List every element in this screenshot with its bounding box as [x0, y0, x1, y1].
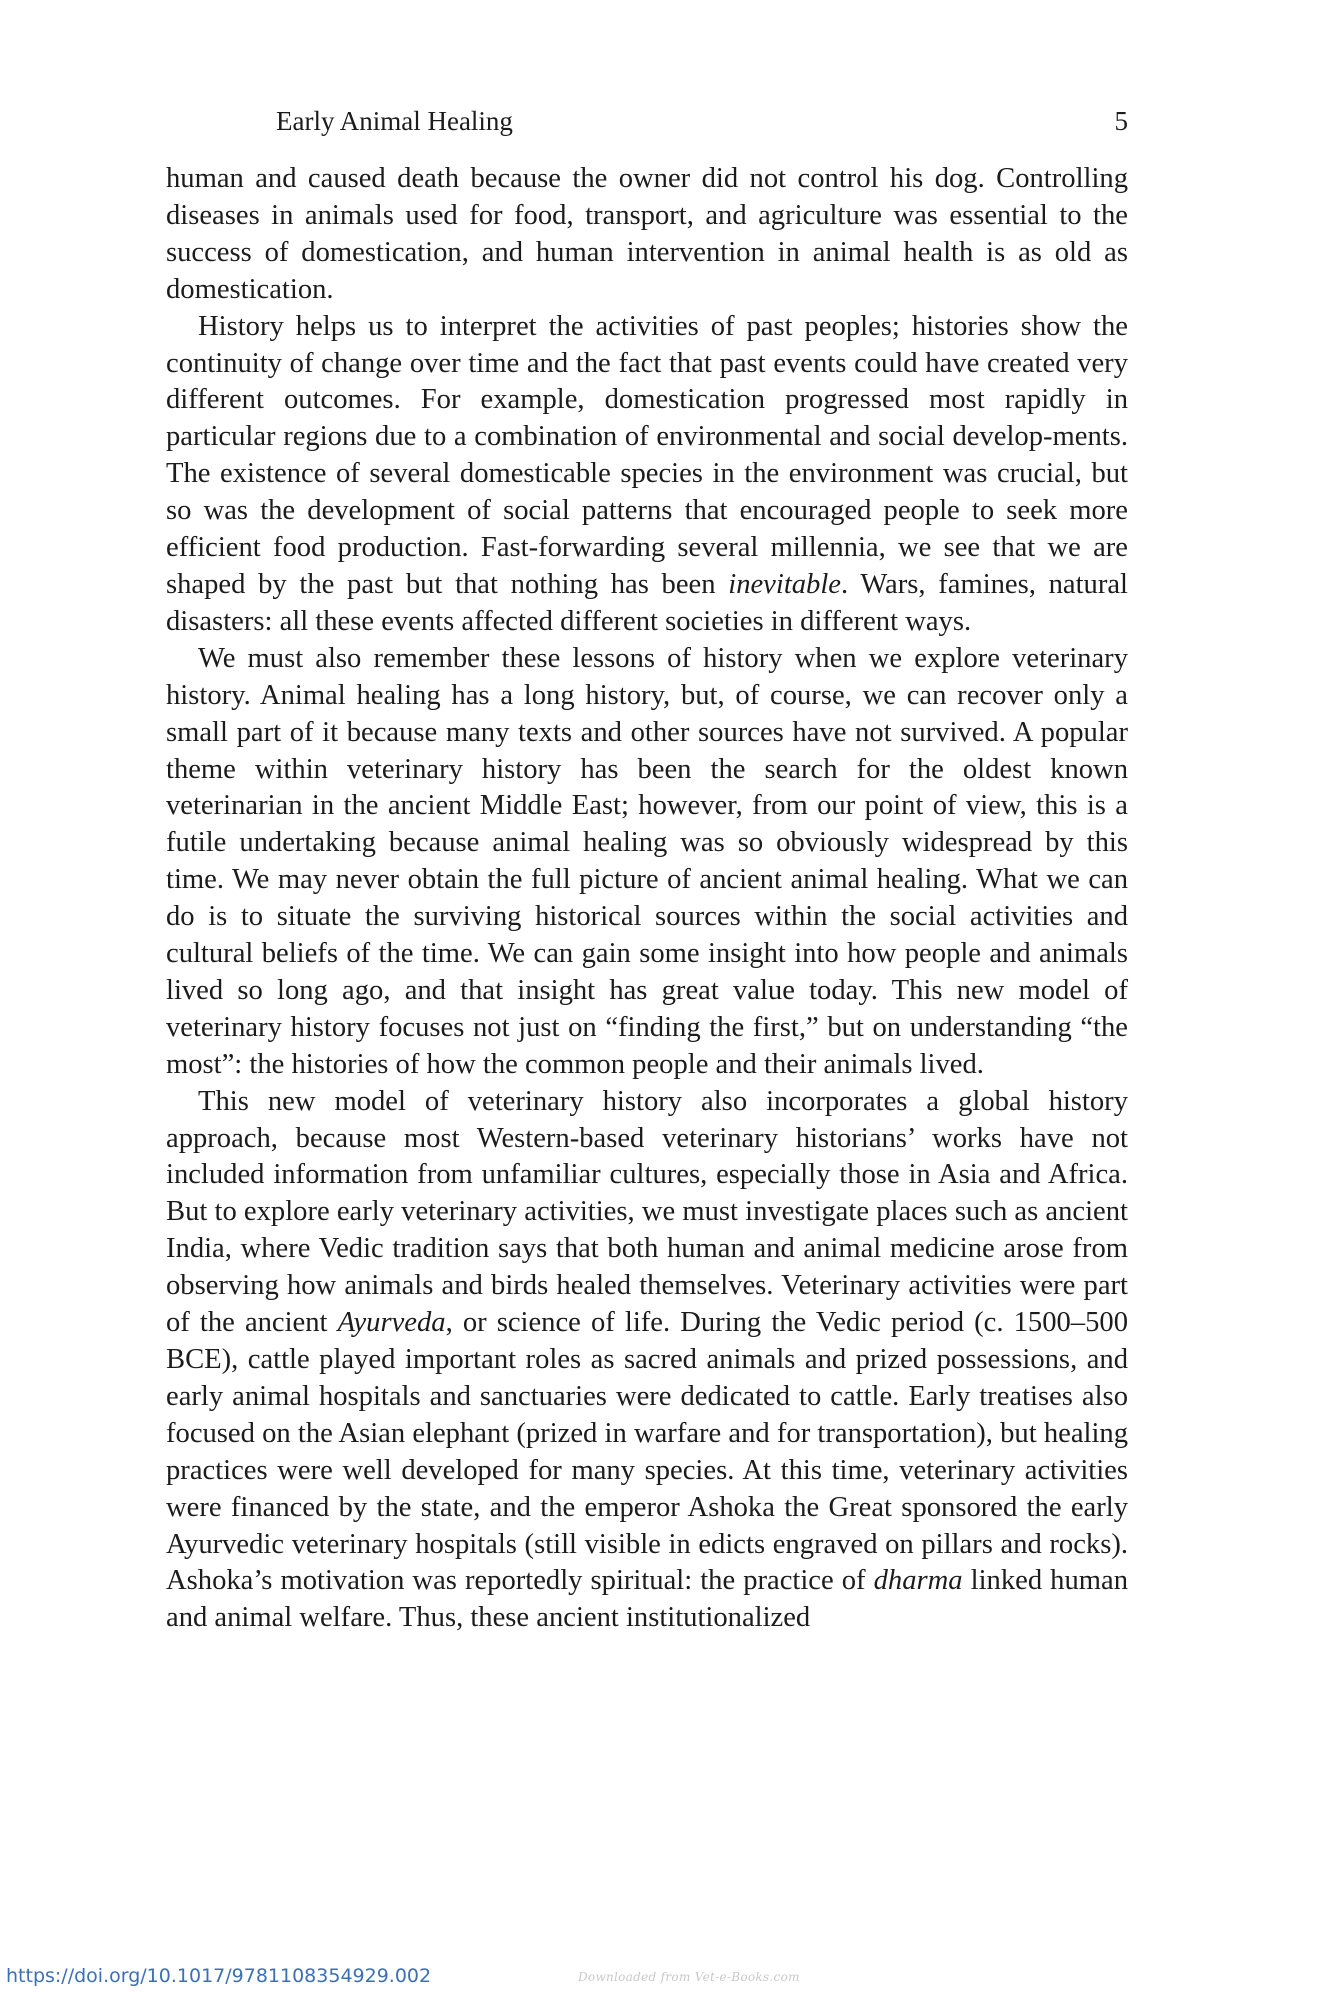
running-title: Early Animal Healing [276, 106, 513, 136]
italic-term-ayurveda: Ayurveda [337, 1307, 446, 1339]
text-run: , or science of life. During the Vedic period (c. 1500–500 BCE), cattle played important roles as sacred animals and prized possessions, and early animal hospitals and sanctuaries were dedicated to cattle. Early treatises also focused on the Asian elephant (prized in warfare and for transportation), but healing practices were well developed for many species. At this time, veterinary activities were financed by the state, and the emperor Ashoka the Great sponsored the early Ayurvedic veterinary hospitals (still visible in edicts engraved on pillars and rocks). Ashoka’s motivation was reportedly spiritual: the practice of [166, 1307, 1128, 1597]
running-head [166, 103, 1128, 139]
doi-link[interactable]: https://doi.org/10.1017/9781108354929.002 [6, 1965, 432, 1987]
page-number: 5 [1114, 106, 1128, 136]
body-text [166, 161, 1128, 1637]
text-run: We must also remember these lessons of history when we explore veterinary history. Animal healing has a long history, but, of course, we can recover only a small part of it because many texts and other sources have not survived. A popular theme within veterinary history has been the search for the oldest known veterinarian in the ancient Middle East; however, from our point of view, this is a futile undertaking because animal healing was so obviously widespread by this time. We may never obtain the full picture of ancient animal healing. What we can do is to situate the surviving historical sources within the social activities and cultural beliefs of the time. We can gain some insight into how people and animals lived so long ago, and that insight has great value today. This new model of veterinary history focuses not just on “finding the first,” but on understanding “the most”: the histories of how the common people and their animals lived. [166, 642, 1128, 1080]
italic-term-inevitable: inevitable [728, 568, 841, 600]
text-run: linked human and animal welfare. Thus, these ancient institutionalized [166, 1565, 1128, 1634]
text-run: . Wars, famines, natural disasters: all these events affected different societies in different ways. [166, 568, 1128, 637]
paragraph-1 [166, 161, 1128, 309]
text-run: History helps us to interpret the activities of past peoples; histories show the continuity of change over time and the fact that past events could have created very different outcomes. For example, domestication progressed most rapidly in particular regions due to a combination of environmental and social develop-ments. The existence of several domesticable species in the environment was crucial, but so was the development of social patterns that encouraged people to seek more efficient food production. Fast-forwarding several millennia, we see that we are shaped by the past but that nothing has been [166, 310, 1128, 600]
italic-term-dharma: dharma [873, 1565, 963, 1597]
text-run: human and caused death because the owner did not control his dog. Controlling diseases in animals used for food, transport, and agriculture was essential to the success of domestication, and human intervention in animal health is as old as domestication. [166, 163, 1128, 305]
paragraph-2 [166, 309, 1128, 641]
paragraph-4 [166, 1084, 1128, 1638]
text-run: This new model of veterinary history also incorporates a global history approach, because most Western-based veterinary historians’ works have not included information from unfamiliar cultures, especially those in Asia and Africa. But to explore early veterinary activities, we must investigate places such as ancient India, where Vedic tradition says that both human and animal medicine arose from observing how animals and birds healed themselves. Veterinary activities were part of the ancient [166, 1085, 1128, 1339]
paragraph-3 [166, 641, 1128, 1084]
watermark-text: Downloaded from Vet-e-Books.com [578, 1970, 800, 1984]
